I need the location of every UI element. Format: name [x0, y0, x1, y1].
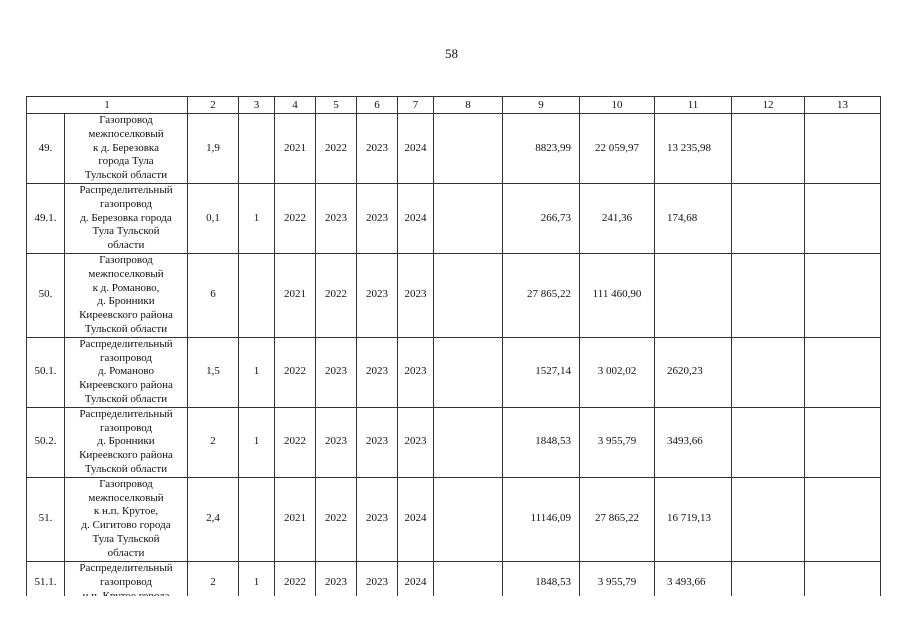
table-row	[27, 337, 881, 407]
cell-col-3	[239, 253, 275, 337]
object-name-line: Тульской области	[84, 462, 168, 475]
object-name-cell	[65, 407, 188, 477]
cell-col-10: 111 460,90	[580, 253, 655, 337]
object-name-line: Тульской области	[84, 322, 168, 335]
header-cell-10: 10	[580, 97, 655, 114]
object-name-line: Киреевского района	[79, 449, 173, 462]
row-number-cell: 50.1.	[27, 337, 65, 407]
object-name-line: Газопровод	[99, 114, 153, 126]
header-cell-2: 2	[188, 97, 239, 114]
object-name-line: межпоселковый	[88, 491, 164, 504]
object-name-line: Тульской области	[84, 392, 168, 405]
cell-col-2: 6	[188, 253, 239, 337]
object-name-line: д. Березовка города	[80, 211, 172, 224]
table-row	[27, 253, 881, 337]
cell-col-13	[805, 114, 881, 184]
object-name-line: Киреевского района	[79, 379, 173, 392]
object-name-line: д. Сигитово города	[81, 519, 171, 532]
cell-col-6: 2023	[357, 407, 398, 477]
cell-col-6: 2023	[357, 477, 398, 561]
row-number-cell: 49.	[27, 114, 65, 184]
object-name-line: Тульской области	[84, 169, 168, 182]
object-name-line: газопровод	[100, 421, 152, 434]
object-name-line: Тула Тульской	[92, 532, 160, 545]
cell-col-8	[434, 477, 503, 561]
object-name-cell	[65, 253, 188, 337]
cell-col-11: 3 493,66	[655, 561, 732, 605]
object-name-line: д. Бронники	[97, 435, 155, 448]
cell-col-7: 2024	[398, 561, 434, 605]
cell-col-7: 2023	[398, 337, 434, 407]
cell-col-12	[732, 477, 805, 561]
cell-col-10: 22 059,97	[580, 114, 655, 184]
row-number-cell: 49.1.	[27, 183, 65, 253]
cell-col-2: 0,1	[188, 183, 239, 253]
header-cell-4: 4	[275, 97, 316, 114]
cell-col-12	[732, 183, 805, 253]
cell-col-10: 3 002,02	[580, 337, 655, 407]
cell-col-11: 2620,23	[655, 337, 732, 407]
cell-col-6: 2023	[357, 561, 398, 605]
cell-col-10: 3 955,79	[580, 407, 655, 477]
row-number-cell: 50.	[27, 253, 65, 337]
cell-col-6: 2023	[357, 253, 398, 337]
object-name-line: к д. Романово,	[92, 281, 160, 294]
object-name-line: д. Романово	[97, 365, 154, 378]
object-name-cell	[65, 183, 188, 253]
row-number-cell: 51.	[27, 477, 65, 561]
cell-col-13	[805, 407, 881, 477]
header-cell-11: 11	[655, 97, 732, 114]
cell-col-6: 2023	[357, 183, 398, 253]
cell-col-11: 3493,66	[655, 407, 732, 477]
cell-col-11: 13 235,98	[655, 114, 732, 184]
object-name-line: города Тула	[98, 155, 154, 168]
object-name-line: межпоселковый	[88, 127, 164, 140]
object-name-line: Киреевского района	[79, 309, 173, 322]
cell-col-4: 2022	[275, 561, 316, 605]
cell-col-10: 27 865,22	[580, 477, 655, 561]
object-name-line: области	[107, 546, 145, 559]
object-name-cell	[65, 337, 188, 407]
header-cell-6: 6	[357, 97, 398, 114]
cell-col-11: 174,68	[655, 183, 732, 253]
cell-col-13	[805, 337, 881, 407]
cell-col-5: 2023	[316, 407, 357, 477]
object-name-line: Распределительный	[79, 337, 173, 350]
cell-col-9: 1848,53	[503, 561, 580, 605]
cell-col-6: 2023	[357, 114, 398, 184]
table-row	[27, 183, 881, 253]
cell-col-2: 2	[188, 407, 239, 477]
cell-col-4: 2021	[275, 253, 316, 337]
cell-col-12	[732, 337, 805, 407]
cell-col-12	[732, 253, 805, 337]
object-name-line: области	[107, 239, 145, 252]
header-cell-7: 7	[398, 97, 434, 114]
page-bottom-edge	[0, 596, 903, 640]
cell-col-5: 2023	[316, 561, 357, 605]
object-name-line: д. Бронники	[97, 295, 155, 308]
object-name-line: газопровод	[100, 351, 152, 364]
row-number-cell: 51.1.	[27, 561, 65, 605]
cell-col-7: 2024	[398, 114, 434, 184]
page-number: 58	[445, 46, 458, 61]
cell-col-2: 2	[188, 561, 239, 605]
cell-col-3: 1	[239, 407, 275, 477]
cell-col-3: 1	[239, 337, 275, 407]
cell-col-3: 1	[239, 183, 275, 253]
cell-col-3	[239, 114, 275, 184]
data-table	[26, 96, 881, 606]
cell-col-8	[434, 407, 503, 477]
header-cell-1: 1	[27, 97, 188, 114]
cell-col-7: 2024	[398, 477, 434, 561]
cell-col-5: 2023	[316, 337, 357, 407]
row-number-cell: 50.2.	[27, 407, 65, 477]
cell-col-12	[732, 407, 805, 477]
object-name-line: к д. Березовка	[93, 141, 159, 154]
cell-col-12	[732, 114, 805, 184]
cell-col-7: 2023	[398, 407, 434, 477]
object-name-cell	[65, 114, 188, 184]
table-row	[27, 407, 881, 477]
table-row	[27, 114, 881, 184]
header-cell-3: 3	[239, 97, 275, 114]
cell-col-3: 1	[239, 561, 275, 605]
cell-col-5: 2022	[316, 114, 357, 184]
cell-col-4: 2021	[275, 477, 316, 561]
cell-col-8	[434, 253, 503, 337]
object-name-line: Распределительный	[79, 562, 173, 575]
object-name-line: газопровод	[100, 197, 152, 210]
header-cell-9: 9	[503, 97, 580, 114]
object-name-line: Газопровод	[99, 253, 153, 266]
table-row	[27, 477, 881, 561]
cell-col-10: 241,36	[580, 183, 655, 253]
object-name-line: межпоселковый	[88, 267, 164, 280]
object-name-line: Распределительный	[79, 183, 173, 196]
cell-col-13	[805, 183, 881, 253]
header-cell-8: 8	[434, 97, 503, 114]
cell-col-9: 11146,09	[503, 477, 580, 561]
cell-col-4: 2022	[275, 407, 316, 477]
cell-col-8	[434, 114, 503, 184]
cell-col-9: 1848,53	[503, 407, 580, 477]
cell-col-4: 2021	[275, 114, 316, 184]
cell-col-5: 2022	[316, 253, 357, 337]
cell-col-8	[434, 183, 503, 253]
object-name-line: Тула Тульской	[92, 225, 160, 238]
cell-col-5: 2022	[316, 477, 357, 561]
header-cell-13: 13	[805, 97, 881, 114]
cell-col-4: 2022	[275, 183, 316, 253]
object-name-cell	[65, 477, 188, 561]
cell-col-2: 2,4	[188, 477, 239, 561]
cell-col-13	[805, 253, 881, 337]
cell-col-11: 16 719,13	[655, 477, 732, 561]
object-name-line: Газопровод	[99, 477, 153, 490]
object-name-line: газопровод	[100, 576, 152, 589]
cell-col-7: 2023	[398, 253, 434, 337]
object-name-line: Распределительный	[79, 407, 173, 420]
header-cell-12: 12	[732, 97, 805, 114]
header-row	[27, 97, 881, 114]
header-cell-5: 5	[316, 97, 357, 114]
table-body	[27, 97, 881, 606]
cell-col-10: 3 955,79	[580, 561, 655, 605]
cell-col-5: 2023	[316, 183, 357, 253]
cell-col-2: 1,9	[188, 114, 239, 184]
cell-col-2: 1,5	[188, 337, 239, 407]
cell-col-9: 266,73	[503, 183, 580, 253]
cell-col-3	[239, 477, 275, 561]
cell-col-8	[434, 337, 503, 407]
cell-col-9: 8823,99	[503, 114, 580, 184]
cell-col-11	[655, 253, 732, 337]
object-name-line: к н.п. Крутое,	[93, 505, 159, 518]
cell-col-4: 2022	[275, 337, 316, 407]
cell-col-9: 1527,14	[503, 337, 580, 407]
cell-col-7: 2024	[398, 183, 434, 253]
cell-col-6: 2023	[357, 337, 398, 407]
cell-col-9: 27 865,22	[503, 253, 580, 337]
cell-col-13	[805, 477, 881, 561]
